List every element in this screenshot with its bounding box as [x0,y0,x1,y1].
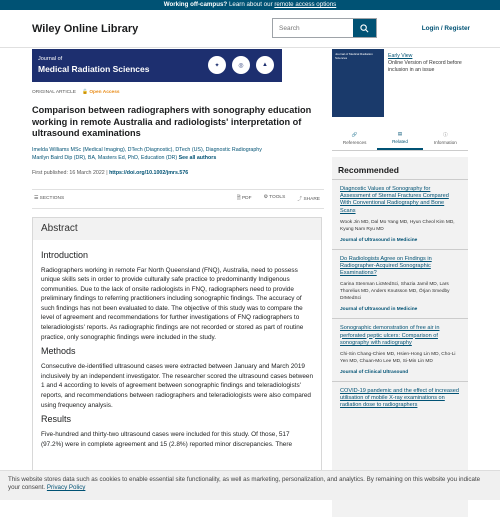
login-register-link[interactable]: Login / Register [421,25,470,32]
see-all-authors-link[interactable]: See all authors [178,154,217,161]
recommended-heading: Recommended [332,157,468,180]
tab-label: Information [433,140,457,145]
recommended-authors: Wook Jin MD, Dal Mo Yang MD, Hyun Cheol Kim MD, Kyung Nam Ryu MD [340,219,455,232]
open-access-badge [82,90,120,95]
tab-label: Related [392,139,408,144]
list-item [332,180,468,250]
cookie-text: This website stores data such as cookies to enable essential site functionality, as well as marketing, personalization, and analytics. By remaining on this website you indicate your consent. [8,476,481,491]
search-button[interactable] [353,19,376,37]
article-title: Comparison between radiographers with sonography education working in remote Australia and radiologists' interpretation of ultrasound examinations [32,105,312,138]
tab-related[interactable] [377,127,422,150]
open-access-label: Open Access [89,90,120,95]
article-main [32,49,324,477]
tools-label: TOOLS [269,194,286,200]
tab-information[interactable] [423,127,468,150]
recommended-title[interactable]: COVID-19 pandemic and the effect of increased utilisation of mobile X-ray examinations on radiation dose to radiographers [340,388,459,409]
journal-cover[interactable] [332,49,384,117]
remote-access-banner [0,0,500,10]
open-access-icon: 🔓 [81,90,88,95]
header [0,10,500,48]
recommended-journal[interactable]: Journal of Ultrasound in Medicine [340,307,418,313]
recommended-panel [332,157,468,517]
methods-heading: Methods [41,346,76,357]
site-logo[interactable]: Wiley Online Library [32,22,139,35]
pdf-icon: 🗎 [236,195,241,201]
recommended-authors: Chi-Sin Chang-Chien MD, Hsien-Hong Lin MD, Cho-Li Yen MD, Chuan-Mo Lee MD, Si-Min Lin MD [340,352,456,365]
recommended-title[interactable]: Do Radiologists Agree on Findings in Radiographer-Acquired Sonographic Examinations? [340,255,432,277]
share-icon: ⤴ [297,196,303,202]
pdf-label: PDF [241,195,252,201]
first-published: First published: 16 March 2022 [32,169,105,176]
article-meta [32,90,324,95]
results-heading: Results [41,414,72,425]
early-view-info [388,53,470,74]
society-logo-icon-2: ◎ [232,56,250,74]
related-icon: ▤ [397,131,403,136]
gear-icon: ⚙ [263,194,268,200]
early-view-link[interactable]: Early View [388,53,413,59]
society-logo-icon: ✦ [208,56,226,74]
abstract-section [32,217,322,477]
introduction-heading: Introduction [41,249,89,260]
list-item [332,382,468,414]
link-icon: 🔗 [351,132,358,137]
sections-icon: ☰ [34,196,39,201]
tab-references[interactable] [332,127,377,150]
abstract-heading: Abstract [33,218,321,240]
search-input[interactable] [273,19,353,37]
article-toolbar [32,189,324,209]
remote-access-link[interactable]: remote access options [274,1,337,8]
doi-link[interactable]: https://doi.org/10.1002/jmrs.576 [109,169,189,176]
journal-of-label: Journal of [38,56,63,62]
recommended-journal[interactable]: Journal of Clinical Ultrasound [340,370,409,376]
recommended-authors: Carina Stenman LicMedSci, Shazia Jamil MD, Lars Thorelius MD, Anders Knutsson MD, Örjan Smedby DrMedSci [340,282,450,302]
recommended-title[interactable]: Sonographic demonstration of free air in perforated peptic ulcers: Comparison of sonography with radiography [340,325,440,346]
journal-name: Medical Radiation Sciences [38,64,150,74]
list-item [332,250,468,320]
tab-label: References [342,140,367,145]
sections-button[interactable] [34,196,64,201]
banner-bold: Working off-campus? [163,1,228,8]
authors-line-2[interactable]: Marilyn Baird Dip (DR), BA, Masters Ed, PhD, Education (DR) [32,154,178,161]
list-item [332,319,468,382]
share-label: SHARE [303,196,320,202]
introduction-text: Radiographers working in remote Far North Queensland (FNQ), Australia, need to possess unique skills sets in order to provide culturally safe practice to predominantly Indigenous communities. Due to the lack of onsite radiologists in FNQ, radiographers need to provide preliminary findings to referring practitioners including sonographic findings. The accuracy of such findings has not been evaluated to date. The objective of this study was to compare the level of agreement and recommendations for further investigations of FNQ radiographers to teleradiologists' reports. As radiographic findings are not recorded or stored as part of routine practice, only sonographic findings were included in the study. [41,266,304,341]
banner-text: Learn about our [227,1,275,8]
privacy-policy-link[interactable]: Privacy Policy [46,484,86,491]
sections-label: SECTIONS [39,196,65,201]
author-list [32,146,324,162]
search-box [272,18,377,38]
authors-line-1[interactable]: Imelda Williams MSc (Medical Imaging), DTech (Diagnostic), DTech (US), Diagnostic Radiography [32,146,262,153]
cover-title: Journal of Medical Radiation Sciences [335,52,373,60]
share-button[interactable] [297,195,320,203]
cookie-notice [0,470,500,500]
pdf-button[interactable] [237,195,252,203]
search-icon [360,24,369,33]
journal-banner[interactable] [32,49,282,82]
recommended-journal[interactable]: Journal of Ultrasound in Medicine [340,237,418,243]
publication-info: First published: 16 March 2022 | https://doi.org/10.1002/jmrs.576 [32,169,189,176]
sidebar-tabs [332,127,468,151]
tools-button[interactable] [264,195,286,203]
article-type: ORIGINAL ARTICLE [32,90,76,95]
results-text: Five-hundred and thirty-two ultrasound cases were included for this study. Of those, 517 (97.2%) were in complete agreement and 15 (2.8%) reported minor discrepancies. There [41,431,293,448]
methods-text: Consecutive de-identified ultrasound cases were extracted between January and March 2019 inclusively by an independent investigator. The researcher scored the ultrasound cases between 1 and 4 according to levels of agreement between sonographic findings and teleradiologists' reports, and recommendations between radiographers and teleradiologists were also compared using frequency analysis. [41,363,314,409]
early-view-text: Online Version of Record before inclusion in an issue [388,60,462,73]
recommended-title[interactable]: Diagnostic Values of Sonography for Assessment of Sternal Fractures Compared With Conventional Radiography and Bone Scans [340,186,449,214]
info-icon: ⓘ [443,132,448,137]
society-logo-icon-3: ▲ [256,56,274,74]
